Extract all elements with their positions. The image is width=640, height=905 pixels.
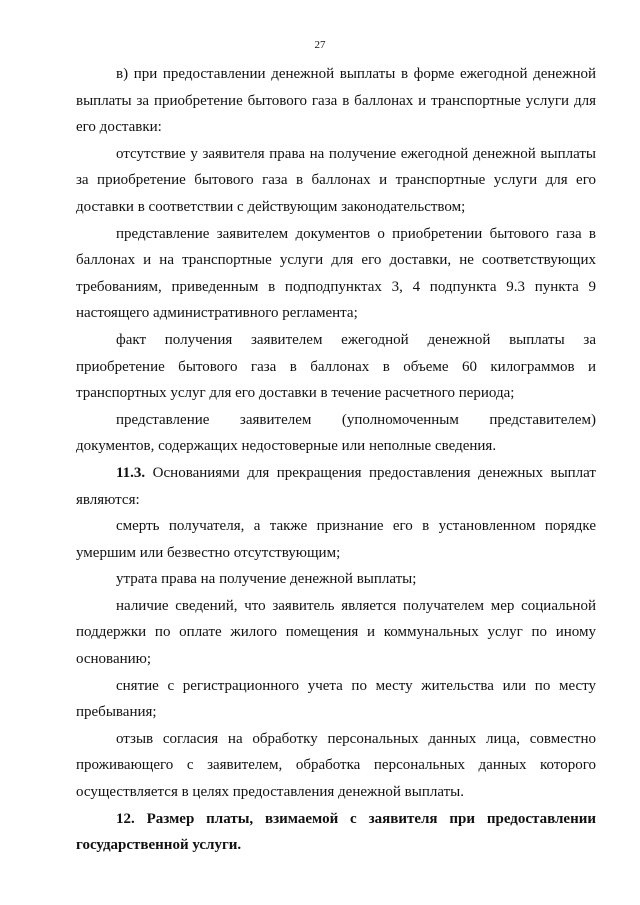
page-number: 27 [314,39,326,51]
clause-text: Основаниями для прекращения предоставления денежных выплат являются: [76,464,596,508]
paragraph-death: смерть получателя, а также признание его в установленном порядке умершим или безвестно отсутствующим; [76,518,596,561]
paragraph-other-support: наличие сведений, что заявитель является получателем мер социальной поддержки по оплате жилого помещения и коммунальных услуг по иному основанию; [76,597,596,668]
page-content [76,61,596,859]
paragraph-documents-mismatch: представление заявителем документов о приобретении бытового газа в баллонах и на транспортные услуги для его доставки, не соответствующих требованиям, приведенным в подподпунктах 3, 4 подпункта 9.3 пункта 9 настоящего административного регламента; [76,225,596,322]
paragraph-11-3 [76,460,596,513]
paragraph-already-received: факт получения заявителем ежегодной денежной выплаты за приобретение бытового газа в баллонах в объеме 60 килограммов и транспортных услуг для его доставки в течение расчетного периода; [76,331,596,402]
paragraph-loss-of-right: утрата права на получение денежной выплаты; [116,571,417,588]
paragraph-consent-withdrawal: отзыв согласия на обработку персональных данных лица, совместно проживающего с заявителем, обработка персональных данных которого осуществляется в целях предоставления денежной выплаты. [76,730,596,801]
paragraph-no-right: отсутствие у заявителя права на получение ежегодной денежной выплаты за приобретение бытового газа в баллонах и транспортные услуги для его доставки в соответствии с действующим законодательством; [76,145,596,215]
section-heading-12: 12. Размер платы, взимаемой с заявителя при предоставлении государственной услуги. [76,810,596,854]
paragraph-false-documents: представление заявителем (уполномоченным представителем) документов, содержащих недостоверные или неполные сведения. [76,411,596,455]
paragraph-deregistration: снятие с регистрационного учета по месту жительства или по месту пребывания; [76,677,596,721]
clause-number: 11.3. [116,464,146,481]
paragraph-v-intro: в) при предоставлении денежной выплаты в форме ежегодной денежной выплаты за приобретение бытового газа в баллонах и транспортные услуги для его доставки: [76,66,596,136]
